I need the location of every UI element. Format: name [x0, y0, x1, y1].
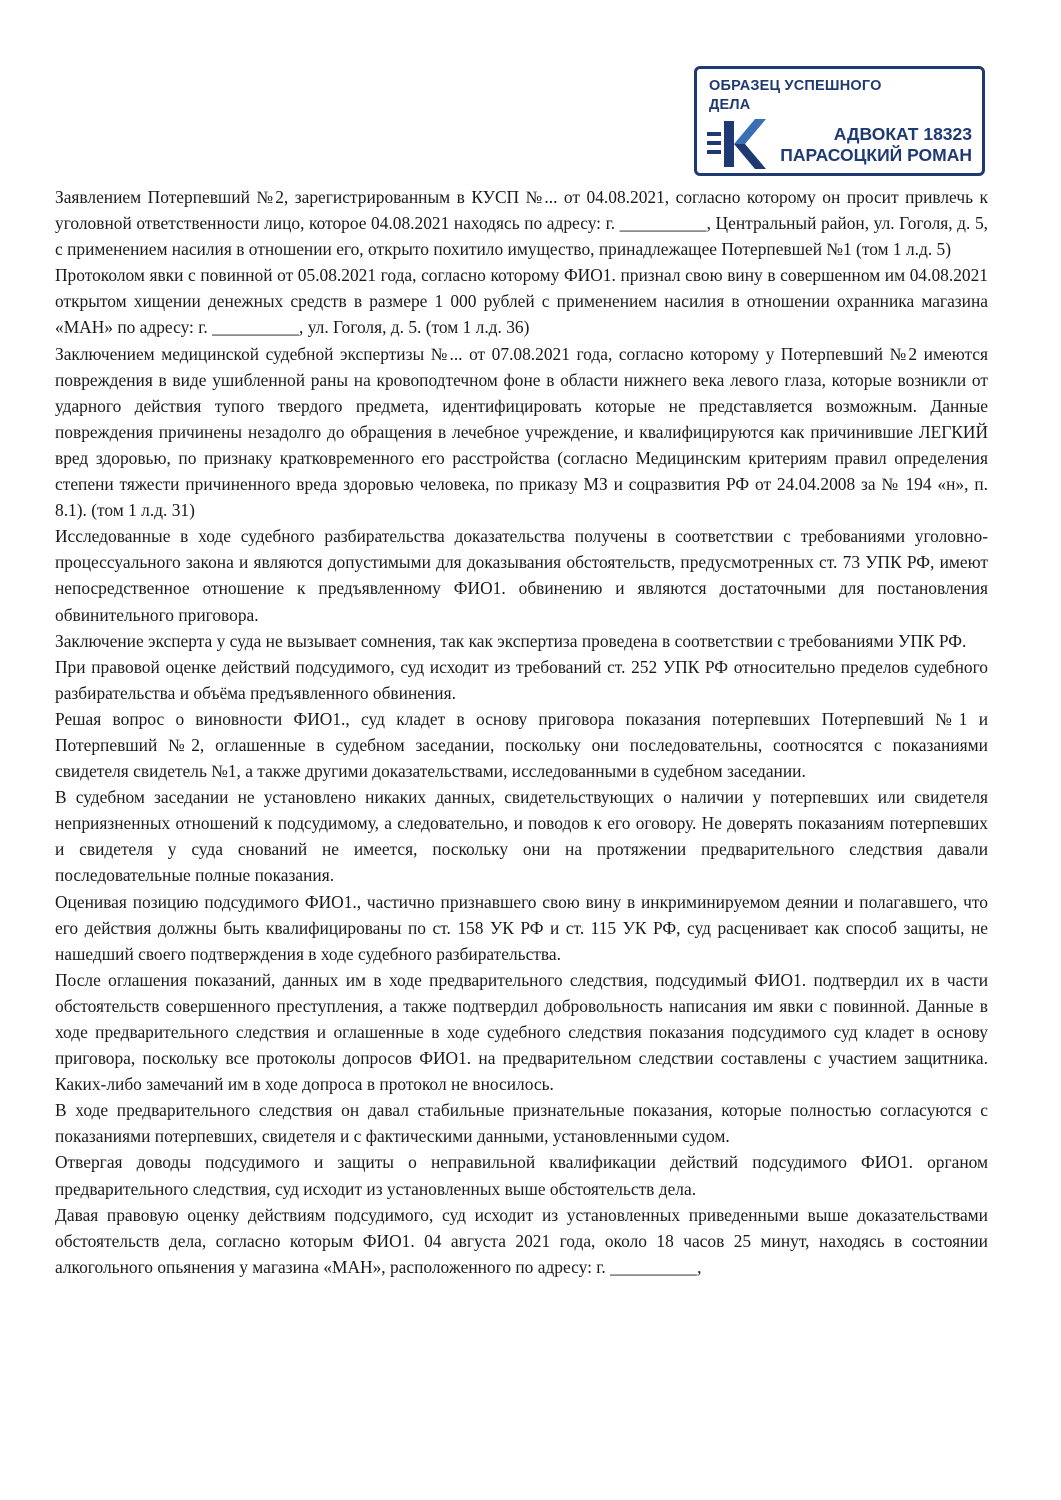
- paragraph: Давая правовую оценку действиям подсудимого, суд исходит из установленных приведенными выше доказательствами обстоятельств дела, согласно которым ФИО1. 04 августа 2021 года, около 18 часов 25 минут, находясь в состоянии алкогольного опьянения у магазина «МАН», расположенного по адресу: г. __________,: [55, 1204, 988, 1277]
- paragraph: Заключением медицинской судебной экспертизы №... от 07.08.2021 года, согласно которому у Потерпевший №2 имеются повреждения в виде ушибленной раны на кровоподтечном фоне в области нижнего века левого глаза, которые возникли от ударного действия тупого твердого предмета, идентифицировать которые не представляется возможным. Данные повреждения причинены незадолго до обращения в лечебное учреждение, и квалифицируются как причинившие ЛЕГКИЙ вред здоровью, по признаку кратковременного его расстройства (согласно Медицинским критериям правил определения степени тяжести причиненного вреда здоровью человека, по приказу МЗ и соцразвития РФ от 24.04.2008 за № 194 «н», п. 8.1). (том 1 л.д. 31): [55, 343, 988, 521]
- paragraph: Оценивая позицию подсудимого ФИО1., частично признавшего свою вину в инкриминируемом деянии и полагавшего, что его действия должны быть квалифицированы по ст. 158 УК РФ и ст. 115 УК РФ, суд расценивает как способ защиты, не нашедший своего подтверждения в ходе судебного разбирательства.: [55, 891, 988, 964]
- logo-title-line-2: ДЕЛА: [709, 97, 751, 113]
- document-body: [55, 184, 988, 1280]
- paragraph: Отвергая доводы подсудимого и защиты о неправильной квалификации действий подсудимого ФИО1. органом предварительного следствия, суд исходит из установленных выше обстоятельств дела.: [55, 1152, 988, 1199]
- law-firm-emblem-icon: [707, 117, 767, 171]
- logo-badge: [694, 66, 985, 176]
- paragraph: Протоколом явки с повинной от 05.08.2021 года, согласно которому ФИО1. признал свою вину в совершенном им 04.08.2021 открытом хищении денежных средств в размере 1 000 рублей с применением насилия в отношении охранника магазина «МАН» по адресу: г. __________, ул. Гоголя, д. 5. (том 1 л.д. 36): [55, 265, 988, 338]
- paragraph: Заключение эксперта у суда не вызывает сомнения, так как экспертиза проведена в соответствии с требованиями УПК РФ.: [55, 630, 967, 651]
- logo-title: [709, 77, 909, 115]
- logo-lawyer-number: АДВОКАТ 18323: [833, 124, 972, 144]
- paragraph: В судебном заседании не установлено никаких данных, свидетельствующих о наличии у потерпевших или свидетеля неприязненных отношений к подсудимому, а следовательно, и поводов к его оговору. Не доверять показаниям потерпевших и свидетеля у суда снований не имеется, поскольку они на протяжении предварительного следствия давали последовательные полные показания.: [55, 787, 988, 886]
- logo-title-line-1: ОБРАЗЕЦ УСПЕШНОГО: [709, 78, 882, 94]
- logo-lawyer-name: ПАРАСОЦКИЙ РОМАН: [780, 145, 972, 165]
- paragraph: После оглашения показаний, данных им в ходе предварительного следствия, подсудимый ФИО1. подтвердил их в части обстоятельств совершенного преступления, а также подтвердил добровольность написания им явки с повинной. Данные в ходе предварительного следствия и оглашенные в ходе судебного следствия показания подсудимого суд кладет в основу приговора, поскольку все протоколы допросов ФИО1. на предварительном следствии составлены с участием защитника. Каких-либо замечаний им в ходе допроса в протокол не вносилось.: [55, 969, 988, 1095]
- paragraph: Исследованные в ходе судебного разбирательства доказательства получены в соответствии с требованиями уголовно-процессуального закона и являются допустимыми для доказывания обстоятельств, предусмотренных ст. 73 УПК РФ, имеют непосредственное отношение к предъявленному ФИО1. обвинению и являются достаточными для постановления обвинительного приговора.: [55, 526, 988, 625]
- paragraph: В ходе предварительного следствия он давал стабильные признательные показания, которые полностью согласуются с показаниями потерпевших, свидетеля и с фактическими данными, установленными судом.: [55, 1100, 988, 1147]
- paragraph: Заявлением Потерпевший №2, зарегистрированным в КУСП №... от 04.08.2021, согласно которому он просит привлечь к уголовной ответственности лицо, которое 04.08.2021 находясь по адресу: г. __________, Центральный район, ул. Гоголя, д. 5, с применением насилия в отношении его, открыто похитило имущество, принадлежащее Потерпевшей №1 (том 1 л.д. 5): [55, 187, 988, 260]
- paragraph: При правовой оценке действий подсудимого, суд исходит из требований ст. 252 УПК РФ относительно пределов судебного разбирательства и объёма предъявленного обвинения.: [55, 656, 988, 703]
- paragraph: Решая вопрос о виновности ФИО1., суд кладет в основу приговора показания потерпевших Потерпевший №1 и Потерпевший №2, оглашенные в судебном заседании, поскольку они последовательны, соотносятся с показаниями свидетеля свидетель №1, а также другими доказательствами, исследованными в судебном заседании.: [55, 708, 988, 782]
